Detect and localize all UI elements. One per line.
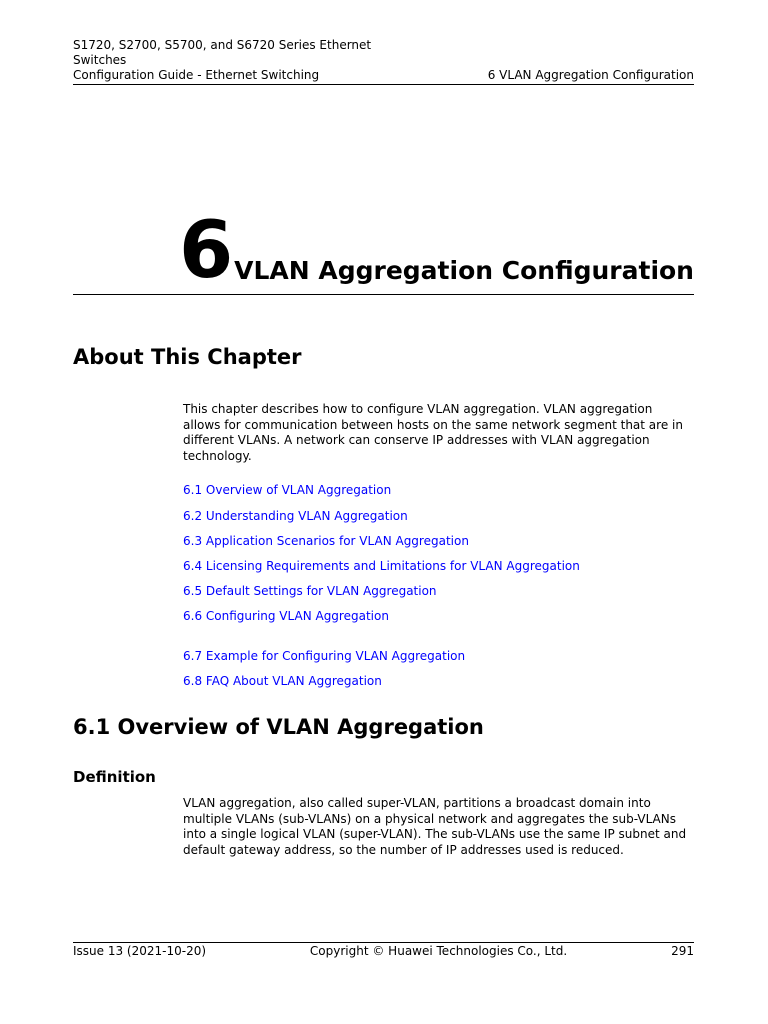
toc-link-6-8[interactable]: 6.8 FAQ About VLAN Aggregation <box>183 674 382 688</box>
page-header <box>73 38 694 85</box>
header-chapter: 6 VLAN Aggregation Configuration <box>487 68 694 82</box>
toc-link-6-4[interactable]: 6.4 Licensing Requirements and Limitations for VLAN Aggregation <box>183 559 580 573</box>
toc-link-6-6[interactable]: 6.6 Configuring VLAN Aggregation <box>183 609 389 623</box>
footer-copyright: Copyright © Huawei Technologies Co., Ltd. <box>309 944 568 958</box>
toc-link-6-2[interactable]: 6.2 Understanding VLAN Aggregation <box>183 509 408 523</box>
footer-issue: Issue 13 (2021-10-20) <box>73 944 207 958</box>
header-product-line2: Switches <box>73 53 127 67</box>
footer-page-number: 291 <box>671 944 694 958</box>
toc-link-6-5[interactable]: 6.5 Default Settings for VLAN Aggregation <box>183 584 437 598</box>
toc-link-6-3[interactable]: 6.3 Application Scenarios for VLAN Aggregation <box>183 534 469 548</box>
chapter-title <box>73 206 694 296</box>
page-footer <box>73 942 694 959</box>
section-heading: 6.1 Overview of VLAN Aggregation <box>73 715 484 739</box>
toc-link-6-1[interactable]: 6.1 Overview of VLAN Aggregation <box>183 483 392 497</box>
chapter-number: 6 <box>179 206 234 296</box>
about-paragraph: This chapter describes how to configure VLAN aggregation. VLAN aggregation allows for communication between hosts on the same network segment that are in different VLANs. A network can conserve IP addresses with VLAN aggregation technology. <box>183 402 683 463</box>
header-row <box>73 68 694 85</box>
chapter-title-text: VLAN Aggregation Configuration <box>234 256 694 285</box>
header-product-line1: S1720, S2700, S5700, and S6720 Series Ethernet <box>73 38 372 52</box>
header-guide: Configuration Guide - Ethernet Switching <box>73 68 320 82</box>
toc-link-6-7[interactable]: 6.7 Example for Configuring VLAN Aggregation <box>183 649 466 663</box>
about-heading: About This Chapter <box>73 345 302 369</box>
definition-paragraph: VLAN aggregation, also called super-VLAN, partitions a broadcast domain into multiple VLANs (sub-VLANs) on a physical network and aggregates the sub-VLANs into a single logical VLAN (super-VLAN). The sub-VLANs use the same IP subnet and default gateway address, so the number of IP addresses used is reduced. <box>183 796 687 857</box>
definition-subheading: Definition <box>73 768 156 786</box>
